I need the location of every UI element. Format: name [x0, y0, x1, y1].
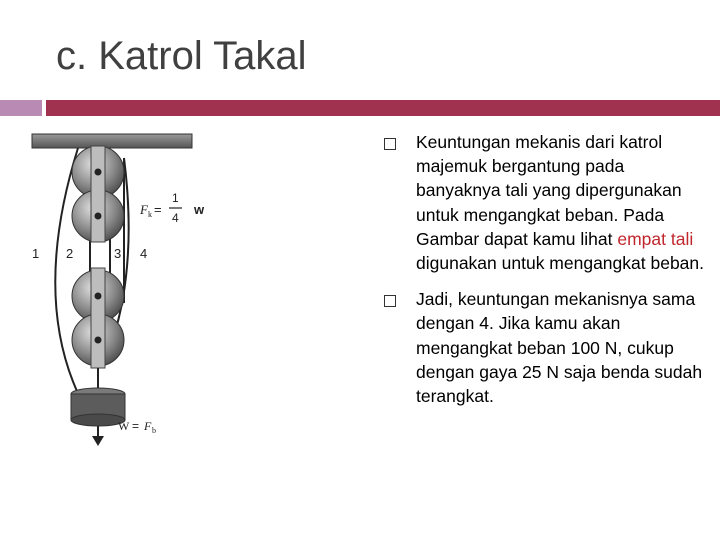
- fk-subscript: k: [148, 210, 152, 219]
- highlight-empat-tali: empat tali: [617, 228, 694, 249]
- square-bullet-icon: [384, 295, 396, 307]
- rope-label-4: 4: [140, 246, 148, 261]
- bullet-1-text-start: Keuntungan mekanis dari katrol majemuk bergantung pada banyaknya tali yang dipergunakan untuk mengangkat beban. Pada Gambar dapat kamu lihat: [416, 132, 682, 249]
- bullet-1-text-end: digunakan untuk mengangkat beban.: [416, 253, 705, 274]
- bottom-w: W: [118, 419, 130, 433]
- fraction-denominator: 4: [172, 211, 179, 225]
- ceiling-beam: [32, 134, 192, 148]
- rope-label-1: 1: [32, 246, 40, 261]
- bullet-list: [384, 130, 704, 420]
- bottom-f: F: [144, 419, 152, 433]
- lower-pulley-frame: [91, 268, 105, 368]
- bullet-text-2: Jadi, keuntungan mekanisnya sama dengan 4. Jika kamu akan mengangkat beban 100 N, cukup dengan gaya 25 N saja benda sudah terangkat.: [416, 289, 703, 407]
- w-symbol: w: [194, 202, 205, 217]
- bottom-equals: =: [132, 419, 140, 433]
- bottom-f-subscript: b: [152, 426, 156, 435]
- rope-label-2: 2: [66, 246, 74, 261]
- bullet-item-1: [384, 130, 704, 275]
- pulley-block-diagram: [28, 128, 208, 448]
- fk-equals: =: [154, 202, 162, 217]
- accent-bar-small: [0, 100, 42, 116]
- upper-pulley-frame: [91, 146, 105, 242]
- down-arrow-icon: [92, 436, 104, 446]
- accent-bar: [46, 100, 720, 116]
- square-bullet-icon: [384, 138, 396, 150]
- rope-label-3: 3: [114, 246, 122, 261]
- fk-symbol: F: [140, 202, 148, 217]
- fraction-numerator: 1: [172, 191, 179, 205]
- bullet-text-1: [416, 130, 704, 275]
- bullet-item-2: [384, 287, 704, 408]
- slide-title: c. Katrol Takal: [56, 34, 307, 78]
